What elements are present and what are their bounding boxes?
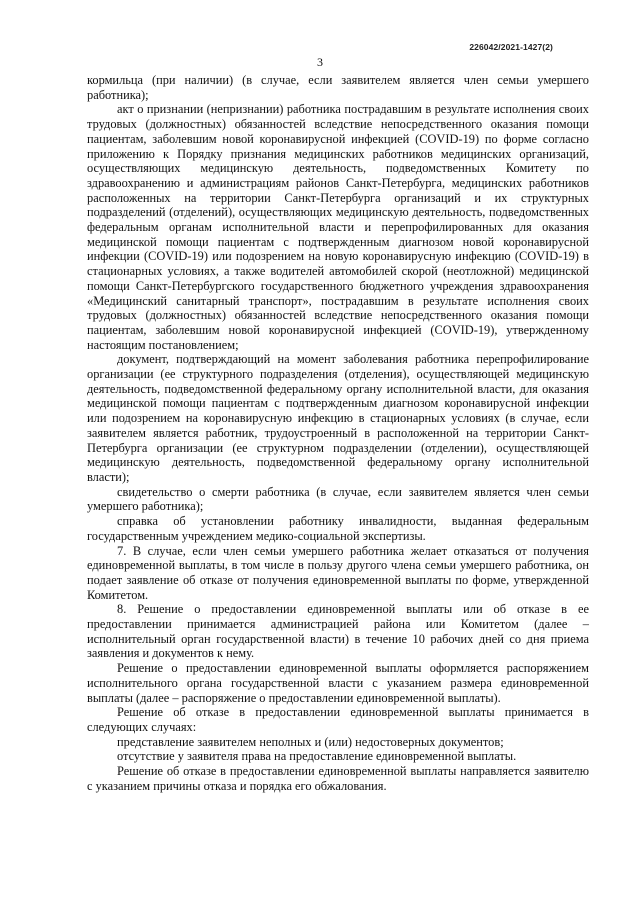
paragraph-item-8: 8. Решение о предоставлении единовременной выплаты или об отказе в ее предоставлении принимается администрацией района или Комитетом (далее – исполнительный орган государственной власти) в течение 10 рабочих дней со дня приема заявления и документов к нему. <box>87 602 589 661</box>
paragraph-act-recognition: акт о признании (непризнании) работника пострадавшим в результате исполнения своих трудовых (должностных) обязанностей вследствие непосредственного оказания помощи пациентам, заболевшим новой коронавирусной инфекцией (COVID-19) по форме согласно приложению к Порядку признания медицинских работников медицинских организаций, осуществляющих медицинскую деятельность, подведомственных Комитету по здравоохранению и администрациям районов Санкт-Петербурга, медицинских работников расположенных на территории Санкт-Петербурга организаций и их структурных подразделений (отделений), осуществляющих медицинскую деятельность, подведомственных федеральным органам исполнительной власти и перепрофилированных для оказания медицинской помощи пациентам с подтвержденным диагнозом новой коронавирусной инфекции (COVID-19) или подозрением на новую коронавирусную инфекцию (COVID-19) в стационарных условиях, а также водителей автомобилей скорой (неотложной) медицинской помощи Санкт-Петербургского государственного бюджетного учреждения здравоохранения «Медицинский санитарный транспорт», пострадавшим в результате исполнения своих трудовых (должностных) обязанностей вследствие непосредственного оказания помощи пациентам, заболевшим новой коронавирусной инфекцией (COVID-19), утвержденному настоящим постановлением; <box>87 102 589 352</box>
paragraph-refusal-notice: Решение об отказе в предоставлении единовременной выплаты направляется заявителю с указанием причины отказа и порядка его обжалования. <box>87 764 589 793</box>
page-number: 3 <box>317 55 323 69</box>
paragraph-refusal-case-2: отсутствие у заявителя права на предоставление единовременной выплаты. <box>117 749 517 764</box>
paragraph-death-certificate: свидетельство о смерти работника (в случае, если заявителем является член семьи умершего работника); <box>87 484 589 514</box>
paragraph-reprofiling-document: документ, подтверждающий на момент заболевания работника перепрофилирование организации (ее структурного подразделения (отделения), осуществляющей медицинскую деятельность, подведомственной федеральному органу исполнительной власти, для оказания медицинской помощи пациентам с подтвержденным диагнозом коронавирусной инфекции или подозрением на коронавирусную инфекцию в стационарных условиях (в случае, если заявителем является работник, трудоустроенный в расположенной на территории Санкт-Петербурга организации (ее структурном подразделении (отделении), осуществляющей медицинскую деятельность, подведомственной федеральному органу исполнительной власти); <box>87 352 589 484</box>
paragraph-refusal-case-1: представление заявителем неполных и (или) недостоверных документов; <box>117 734 504 749</box>
paragraph-item-7: 7. В случае, если член семьи умершего работника желает отказаться от получения единовременной выплаты, в том числе в пользу другого члена семьи умершего работника, он подает заявление об отказе от получения единовременной выплаты по форме, утвержденной Комитетом. <box>87 543 589 602</box>
paragraph-disability-certificate: справка об установлении работнику инвалидности, выданная федеральным государственным учреждением медико-социальной экспертизы. <box>87 514 589 543</box>
paragraph-decision-grant: Решение о предоставлении единовременной выплаты оформляется распоряжением исполнительного органа государственной власти с указанием размера единовременной выплаты (далее – распоряжение о предоставлении единовременной выплаты). <box>87 661 589 705</box>
document-body <box>87 73 589 793</box>
document-registration-code: 226042/2021-1427(2) <box>469 42 553 52</box>
paragraph-continuation: кормильца (при наличии) (в случае, если заявителем является член семьи умершего работника); <box>87 73 589 102</box>
paragraph-decision-refusal-cases: Решение об отказе в предоставлении единовременной выплаты принимается в следующих случаях: <box>87 705 589 734</box>
